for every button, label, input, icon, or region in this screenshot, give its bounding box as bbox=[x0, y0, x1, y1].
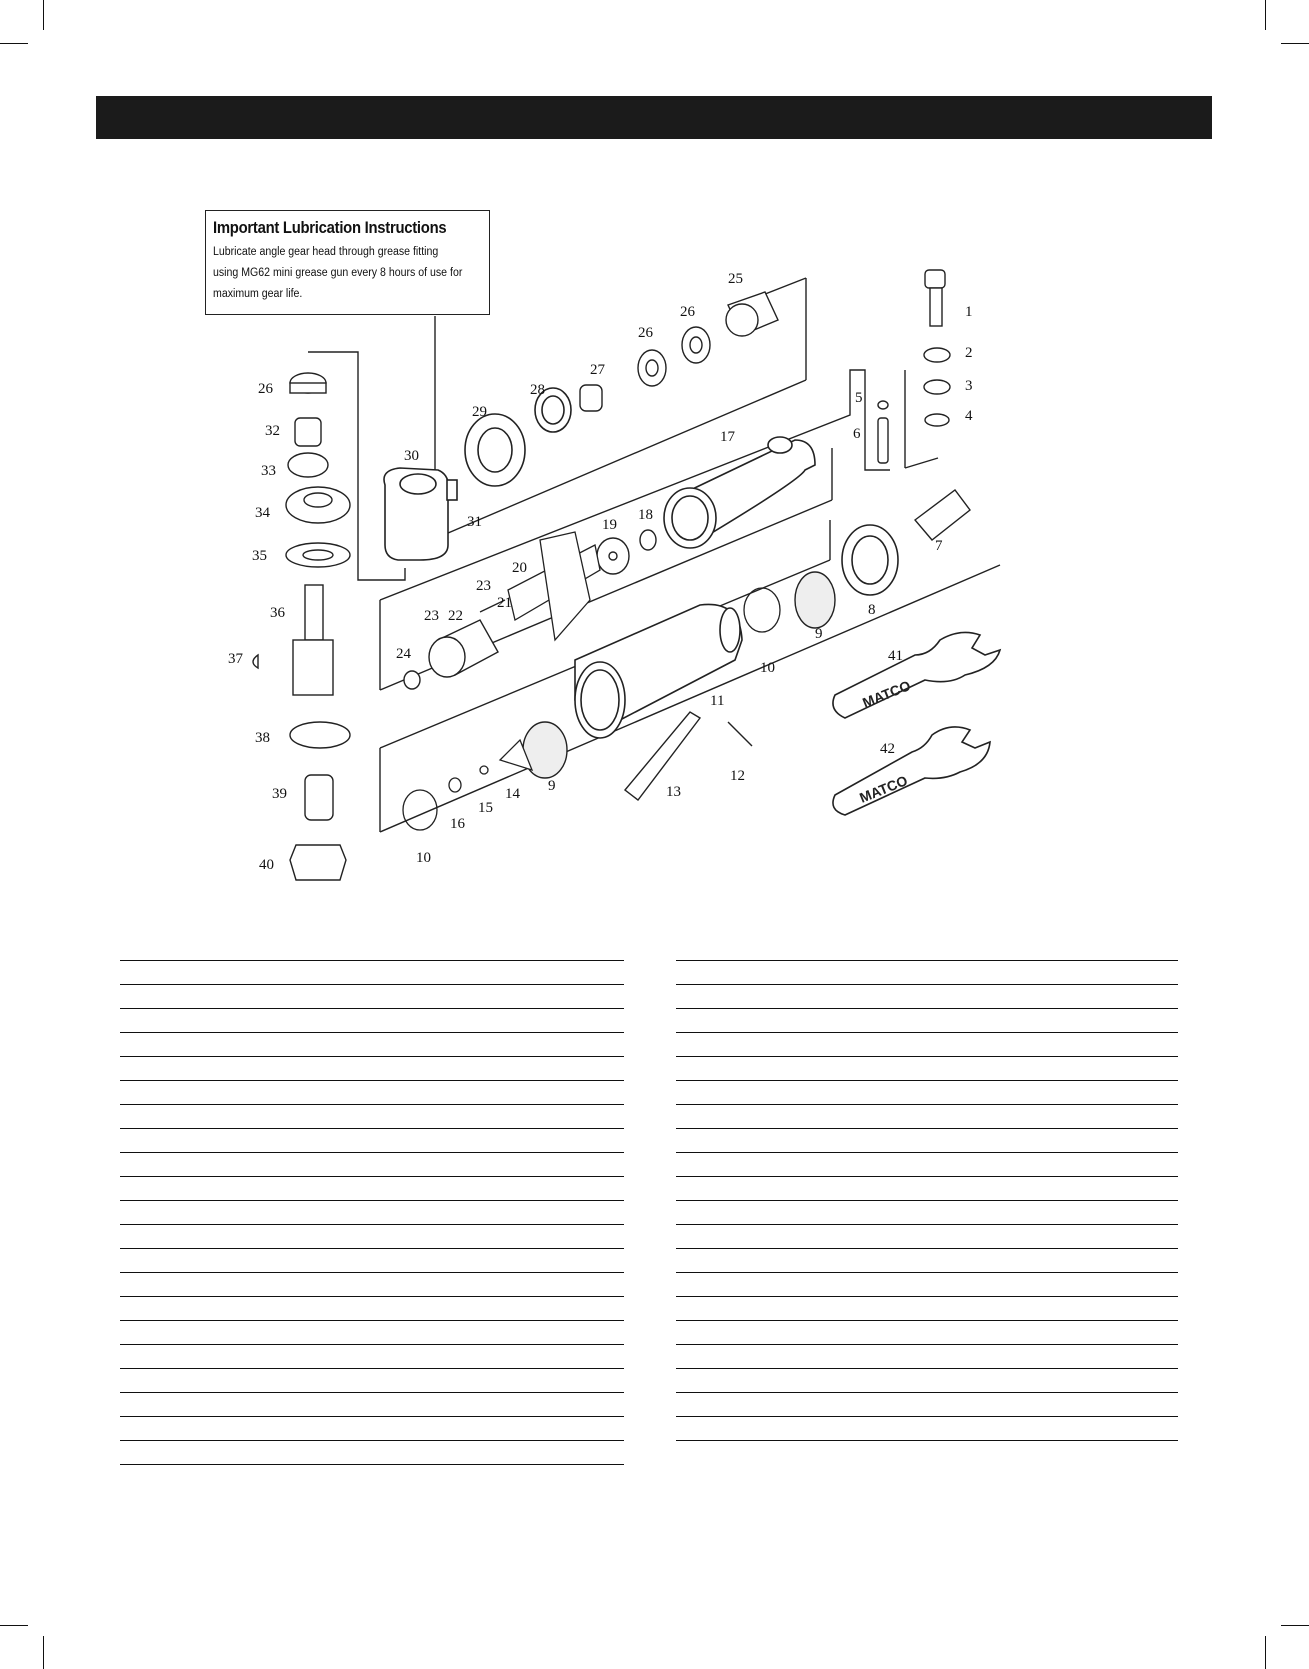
lubrication-title: Important Lubrication Instructions bbox=[213, 219, 447, 237]
table-row-rule bbox=[676, 1008, 1178, 1009]
svg-text:18: 18 bbox=[638, 507, 653, 523]
table-row-rule bbox=[120, 1200, 624, 1201]
table-row-rule bbox=[676, 1416, 1178, 1417]
svg-text:34: 34 bbox=[255, 505, 270, 521]
svg-text:32: 32 bbox=[265, 423, 280, 439]
crop-mark bbox=[1281, 1625, 1309, 1626]
crop-mark bbox=[1265, 1636, 1266, 1669]
table-row-rule bbox=[120, 1224, 624, 1225]
svg-text:10: 10 bbox=[760, 660, 775, 676]
table-row-rule bbox=[676, 984, 1178, 985]
svg-text:16: 16 bbox=[450, 816, 465, 832]
table-row-rule bbox=[120, 1320, 624, 1321]
table-row-rule bbox=[120, 1440, 624, 1441]
svg-text:39: 39 bbox=[272, 786, 287, 802]
table-row-rule bbox=[676, 1440, 1178, 1441]
table-row-rule bbox=[120, 1128, 624, 1129]
svg-text:7: 7 bbox=[935, 538, 943, 554]
svg-text:12: 12 bbox=[730, 768, 745, 784]
table-row-rule bbox=[676, 1200, 1178, 1201]
table-row-rule bbox=[676, 1080, 1178, 1081]
svg-text:MATCO: MATCO bbox=[857, 772, 910, 806]
svg-text:17: 17 bbox=[720, 429, 735, 445]
lubrication-instructions-box bbox=[205, 210, 490, 315]
svg-text:14: 14 bbox=[505, 786, 520, 802]
table-row-rule bbox=[120, 1056, 624, 1057]
svg-text:9: 9 bbox=[815, 626, 823, 642]
svg-text:13: 13 bbox=[666, 784, 681, 800]
svg-text:3: 3 bbox=[965, 378, 973, 394]
svg-text:27: 27 bbox=[590, 362, 605, 378]
svg-text:36: 36 bbox=[270, 605, 285, 621]
svg-text:4: 4 bbox=[965, 408, 973, 424]
table-row-rule bbox=[676, 1248, 1178, 1249]
svg-text:38: 38 bbox=[255, 730, 270, 746]
table-row-rule bbox=[120, 1248, 624, 1249]
lubrication-line: using MG62 mini grease gun every 8 hours of use for bbox=[213, 267, 463, 279]
svg-text:6: 6 bbox=[853, 426, 861, 442]
table-row-rule bbox=[676, 1128, 1178, 1129]
table-row-rule bbox=[676, 1056, 1178, 1057]
crop-mark bbox=[43, 1636, 44, 1669]
svg-text:35: 35 bbox=[252, 548, 267, 564]
table-row-rule bbox=[120, 1464, 624, 1465]
table-row-rule bbox=[120, 984, 624, 985]
table-row-rule bbox=[120, 1368, 624, 1369]
table-row-rule bbox=[120, 1176, 624, 1177]
svg-text:28: 28 bbox=[530, 382, 545, 398]
svg-text:25: 25 bbox=[728, 271, 743, 287]
svg-text:29: 29 bbox=[472, 404, 487, 420]
svg-text:9: 9 bbox=[548, 778, 556, 794]
svg-text:31: 31 bbox=[467, 514, 482, 530]
table-row-rule bbox=[120, 1008, 624, 1009]
table-row-rule bbox=[676, 1392, 1178, 1393]
table-row-rule bbox=[120, 1344, 624, 1345]
table-row-rule bbox=[120, 1080, 624, 1081]
table-row-rule bbox=[676, 960, 1178, 961]
crop-mark bbox=[0, 1625, 28, 1626]
svg-text:19: 19 bbox=[602, 517, 617, 533]
table-row-rule bbox=[120, 1104, 624, 1105]
svg-text:2: 2 bbox=[965, 345, 973, 361]
svg-text:26: 26 bbox=[680, 304, 695, 320]
table-row-rule bbox=[676, 1104, 1178, 1105]
svg-text:1: 1 bbox=[965, 304, 973, 320]
table-row-rule bbox=[676, 1320, 1178, 1321]
table-row-rule bbox=[120, 1152, 624, 1153]
svg-text:26: 26 bbox=[258, 381, 273, 397]
lubrication-line: Lubricate angle gear head through grease fitting bbox=[213, 246, 439, 258]
svg-text:23: 23 bbox=[424, 608, 439, 624]
svg-text:15: 15 bbox=[478, 800, 493, 816]
svg-text:24: 24 bbox=[396, 646, 411, 662]
table-row-rule bbox=[676, 1272, 1178, 1273]
table-row-rule bbox=[676, 1368, 1178, 1369]
svg-text:23: 23 bbox=[476, 578, 491, 594]
table-row-rule bbox=[676, 1032, 1178, 1033]
table-row-rule bbox=[120, 1272, 624, 1273]
svg-text:5: 5 bbox=[855, 390, 863, 406]
parts-table-left bbox=[120, 960, 624, 1500]
svg-text:22: 22 bbox=[448, 608, 463, 624]
svg-text:26: 26 bbox=[638, 325, 653, 341]
angle-head-housing bbox=[384, 468, 457, 560]
table-row-rule bbox=[120, 1416, 624, 1417]
wrench-42 bbox=[833, 727, 990, 815]
svg-text:33: 33 bbox=[261, 463, 276, 479]
lubrication-line: maximum gear life. bbox=[213, 288, 303, 300]
svg-text:41: 41 bbox=[888, 648, 903, 664]
svg-text:20: 20 bbox=[512, 560, 527, 576]
svg-text:8: 8 bbox=[868, 602, 876, 618]
table-row-rule bbox=[120, 1392, 624, 1393]
wrench-41 bbox=[833, 632, 1000, 718]
svg-text:30: 30 bbox=[404, 448, 419, 464]
table-row-rule bbox=[120, 1032, 624, 1033]
svg-text:11: 11 bbox=[710, 693, 725, 709]
table-row-rule bbox=[676, 1224, 1178, 1225]
svg-text:21: 21 bbox=[497, 595, 512, 611]
table-row-rule bbox=[676, 1176, 1178, 1177]
table-row-rule bbox=[676, 1296, 1178, 1297]
svg-text:37: 37 bbox=[228, 651, 243, 667]
svg-text:10: 10 bbox=[416, 850, 431, 866]
motor-housing bbox=[575, 604, 742, 738]
table-row-rule bbox=[120, 1296, 624, 1297]
svg-text:42: 42 bbox=[880, 741, 895, 757]
table-row-rule bbox=[676, 1152, 1178, 1153]
parts-table-right bbox=[676, 960, 1178, 1500]
table-row-rule bbox=[676, 1344, 1178, 1345]
svg-text:40: 40 bbox=[259, 857, 274, 873]
table-row-rule bbox=[120, 960, 624, 961]
svg-text:MATCO: MATCO bbox=[860, 677, 913, 711]
